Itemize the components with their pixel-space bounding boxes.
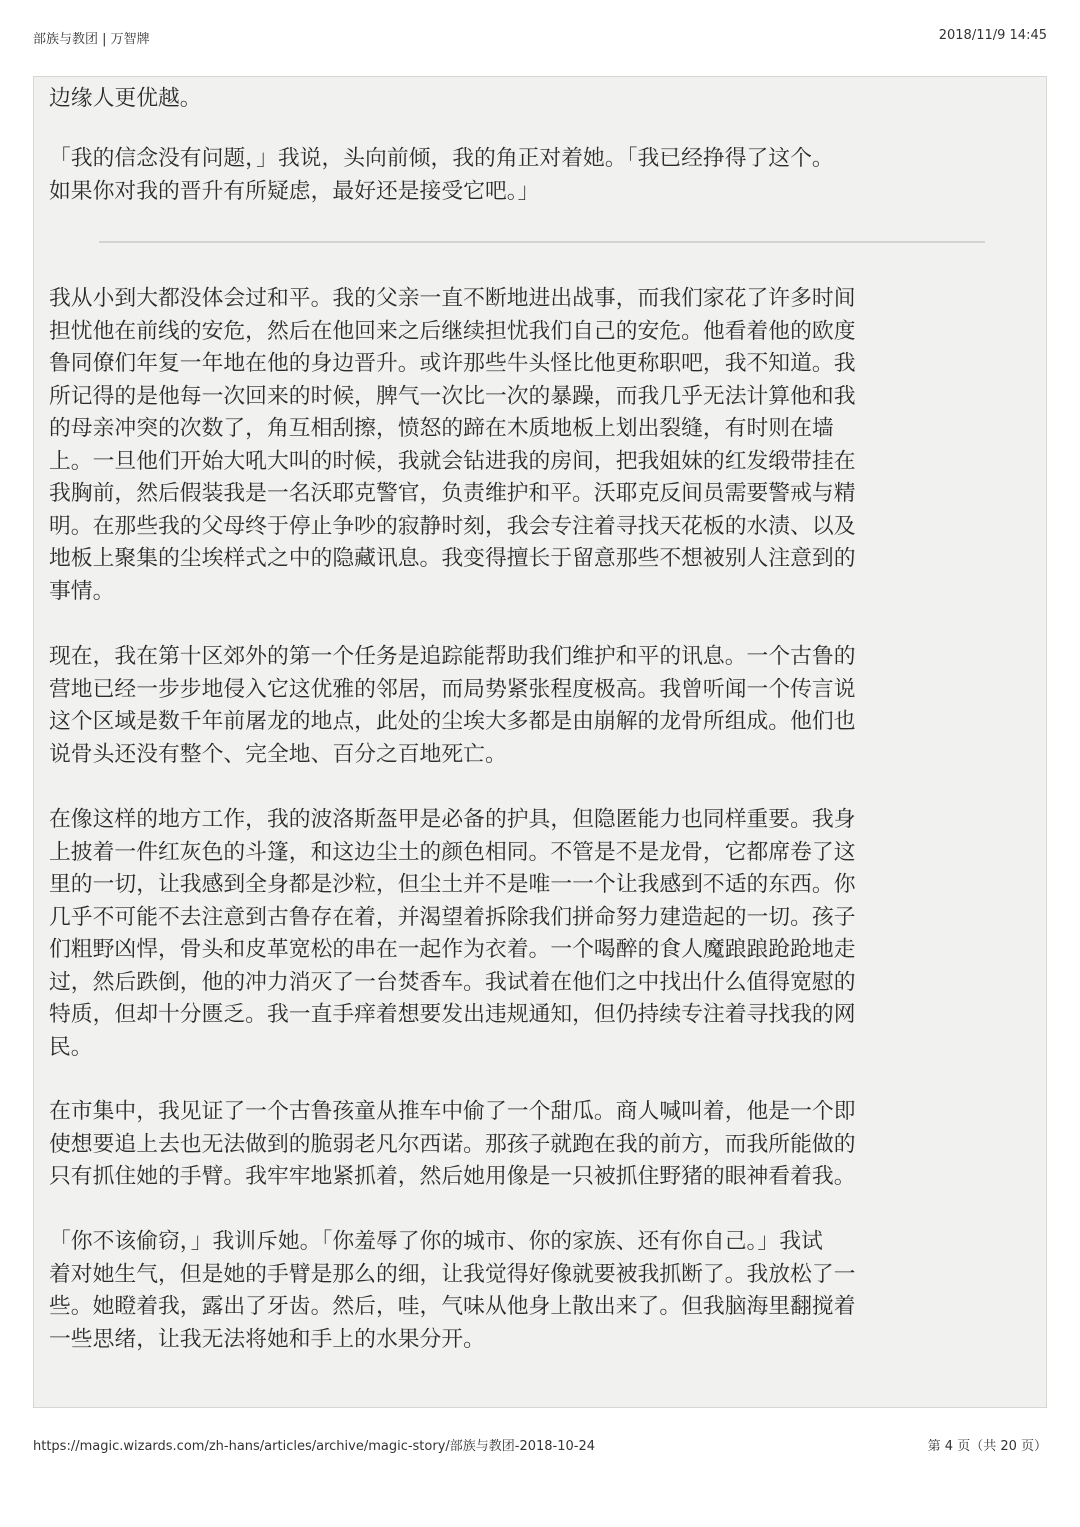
page-title: 部族与教团 | 万智牌 [33,32,150,47]
print-header [33,28,1047,50]
paragraph-6: 在市集中，我见证了一个古鲁孩童从推车中偷了一个甜瓜。商人喊叫着，他是一个即 使想要追上去也无法做到的脆弱老凡尔西诺。那孩子就跑在我的前方，而我所能做的 只有抓住她的手臂。我牢牢地紧抓着，然后她用像是一只被抓住野猪的眼神看着我。 [49,1099,856,1189]
print-footer [33,1435,1047,1457]
page-number: 第 4 页（共 20 页） [927,1439,1047,1454]
article-container [33,76,1047,1408]
paragraph-4: 现在，我在第十区郊外的第一个任务是追踪能帮助我们维护和平的讯息。一个古鲁的 营地已经一步步地侵入它这优雅的邻居，而局势紧张程度极高。我曾听闻一个传言说 这个区域是数千年前屠龙的地点，此处的尘埃大多都是由崩解的龙骨所组成。他们也 说骨头还没有整个、完全地、百分之百地死亡。 [49,644,856,767]
paragraph-2: 「我的信念没有问题，」我说，头向前倾，我的角正对着她。「我已经挣得了这个。 如果你对我的晋升有所疑虑，最好还是接受它吧。」 [49,146,834,204]
paragraph-3: 我从小到大都没体会过和平。我的父亲一直不断地进出战事，而我们家花了许多时间 担忧他在前线的安危，然后在他回来之后继续担忧我们自己的安危。他看着他的欧度 鲁同僚们年复一年地在他的身边晋升。或许那些牛头怪比他更称职吧，我不知道。我 所记得的是他每一次回来的时候，脾气一次比一次的暴躁，而我几乎无法计算他和我 的母亲冲突的次数了，角互相刮擦，愤怒的蹄在木质地板上划出裂缝，有时则在墙 上。一旦他们开始大吼大叫的时候，我就会钻进我的房间，把我姐妹的红发缎带挂在 我胸前，然后假装我是一名沃耶克警官，负责维护和平。沃耶克反间员需要警戒与精 明。在那些我的父母终于停止争吵的寂静时刻，我会专注着寻找天花板的水渍、以及 地板上聚集的尘埃样式之中的隐藏讯息。我变得擅长于留意那些不想被别人注意到的 事情。 [49,286,856,604]
paragraph-7: 「你不该偷窃，」我训斥她。「你羞辱了你的城市、你的家族、还有你自己。」我试 着对她生气，但是她的手臂是那么的细，让我觉得好像就要被我抓断了。我放松了一 些。她瞪着我，露出了牙齿。然后，哇，气味从他身上散出来了。但我脑海里翻搅着 一些思绪，让我无法将她和手上的水果分开。 [49,1229,856,1352]
page-url: https://magic.wizards.com/zh-hans/articles/archive/magic-story/部族与教团-2018-10-24 [33,1439,596,1454]
paragraph-5: 在像这样的地方工作，我的波洛斯盔甲是必备的护具，但隐匿能力也同样重要。我身 上披着一件红灰色的斗篷，和这边尘土的颜色相同。不管是不是龙骨，它都席卷了这 里的一切，让我感到全身都是沙粒，但尘土并不是唯一一个让我感到不适的东西。你 几乎不可能不去注意到古鲁存在着，并渴望着拆除我们拼命努力建造起的一切。孩子 们粗野凶悍，骨头和皮革宽松的串在一起作为衣着。一个喝醉的食人魔踉踉跄跄地走 过，然后跌倒，他的冲力消灭了一台焚香车。我试着在他们之中找出什么值得宽慰的 特质，但却十分匮乏。我一直手痒着想要发出违规通知，但仍持续专注着寻找我的网 民。 [49,807,856,1060]
paragraph-1: 边缘人更优越。 [49,86,202,111]
section-divider [99,241,985,243]
print-datetime: 2018/11/9 14:45 [938,28,1047,43]
